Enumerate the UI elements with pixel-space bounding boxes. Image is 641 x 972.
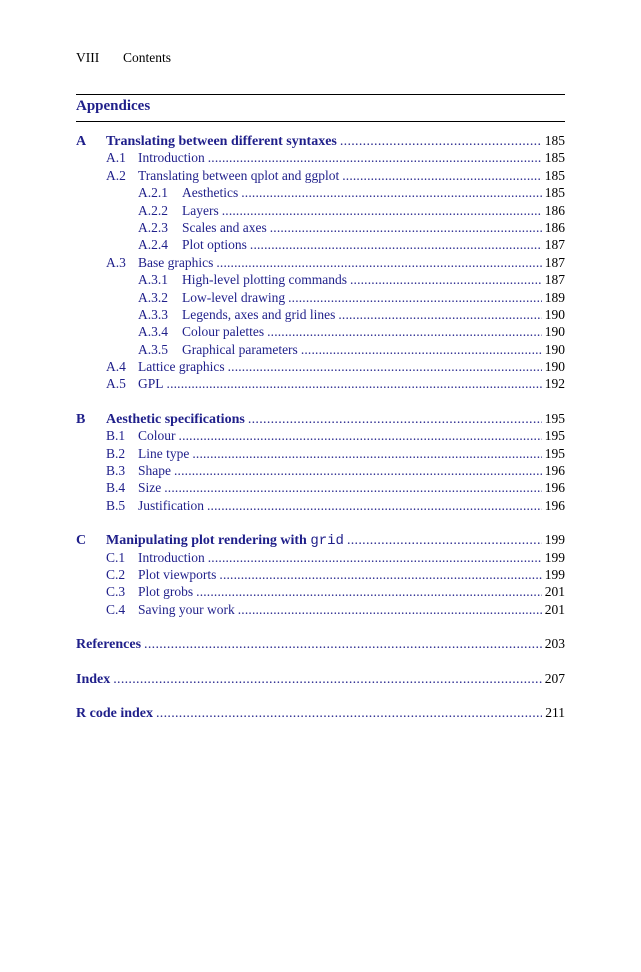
- toc-entry[interactable]: [76, 550, 565, 567]
- toc-entry-title-text: Introduction: [138, 549, 205, 565]
- toc-entry-title: [138, 567, 216, 583]
- toc-entry-number: A.2: [106, 167, 126, 183]
- toc-entry-number: C: [76, 533, 87, 549]
- appendices-title: Appendices: [76, 98, 151, 114]
- toc-entry-page: 190: [544, 306, 565, 322]
- toc-entry-title-text: R code index: [76, 705, 153, 721]
- toc-entry-title-text: References: [76, 637, 142, 653]
- toc-entry-title: [138, 376, 164, 392]
- toc-entry-title: [138, 168, 339, 184]
- toc-entry[interactable]: [76, 567, 565, 584]
- toc-entry[interactable]: [76, 446, 565, 463]
- dot-leader: [301, 342, 542, 358]
- toc-entry-number: A.3.3: [138, 306, 168, 322]
- running-head-title: Contents: [123, 50, 172, 65]
- dot-leader: [174, 463, 542, 479]
- toc-entry-title: [138, 550, 205, 566]
- toc-entry-page: 186: [544, 202, 565, 218]
- toc-entry-number: B.3: [106, 463, 126, 479]
- toc-entry-title-text: Plot viewports: [138, 566, 217, 582]
- toc-entry[interactable]: [76, 463, 565, 480]
- toc-entry-number: A.3.5: [138, 341, 168, 357]
- toc-gap: [76, 515, 565, 532]
- toc-entry-title: [182, 272, 347, 288]
- toc-entry[interactable]: [76, 671, 565, 688]
- dot-leader: [207, 498, 542, 514]
- toc-entry-page: 185: [544, 150, 565, 166]
- dot-leader: [288, 290, 542, 306]
- toc-entry-number: C.1: [106, 549, 126, 565]
- dot-leader: [196, 584, 542, 600]
- toc-entry-number: B.2: [106, 445, 126, 461]
- toc-entry-page: 195: [544, 445, 565, 461]
- dot-leader: [179, 428, 542, 444]
- page-folio: VIII: [76, 50, 100, 65]
- toc-entry[interactable]: [76, 480, 565, 497]
- toc-entry[interactable]: [76, 185, 565, 202]
- toc-entry-page: 203: [544, 636, 565, 652]
- toc-entry[interactable]: [76, 636, 565, 653]
- toc-entry-title-text: Plot options: [182, 237, 247, 253]
- dot-leader: [270, 220, 542, 236]
- toc-gap: [76, 619, 565, 636]
- toc-entry-page: 195: [544, 428, 565, 444]
- toc-entry-page: 192: [544, 376, 565, 392]
- toc-entry[interactable]: [76, 307, 565, 324]
- toc-entry-number: A.3.4: [138, 324, 168, 340]
- toc-entry-title-text: Scales and axes: [182, 219, 267, 235]
- toc-entry-number: B.4: [106, 480, 126, 496]
- toc-entry-title: [76, 706, 153, 722]
- toc-entry-title-text: Low-level drawing: [182, 289, 286, 305]
- toc-entry-page: 185: [544, 167, 565, 183]
- toc-entry-page: 196: [544, 463, 565, 479]
- toc-entry-title-text: Colour: [138, 428, 176, 444]
- toc-entry-page: 196: [544, 497, 565, 513]
- toc-entry-title-text: Layers: [182, 202, 219, 218]
- dot-leader: [250, 237, 542, 253]
- toc-entry-page: 189: [544, 289, 565, 305]
- toc-entry-number: A.3.2: [138, 289, 168, 305]
- toc-entry-title-text: Aesthetic specifications: [106, 411, 245, 427]
- toc-entry-title: [182, 290, 285, 306]
- dot-leader: [347, 533, 542, 549]
- toc-entry-number: A.2.3: [138, 219, 168, 235]
- toc-entry-title-text: Saving your work: [138, 601, 235, 617]
- toc-entry-page: 185: [544, 133, 565, 148]
- toc-entry[interactable]: [76, 290, 565, 307]
- dot-leader: [208, 150, 542, 166]
- toc-entry-title: [138, 255, 213, 271]
- toc-entry-number: A.2.2: [138, 202, 168, 218]
- toc-entry-title: [182, 324, 264, 340]
- toc-entry-title: [182, 237, 247, 253]
- toc-entry-title: [106, 412, 245, 428]
- toc-entry-page: 201: [544, 584, 565, 600]
- toc-entry-title: [138, 498, 204, 514]
- toc-entry[interactable]: [76, 376, 565, 393]
- toc-entry-title-text: Size: [138, 480, 162, 496]
- toc-entry[interactable]: [76, 498, 565, 515]
- toc-entry-number: B: [76, 411, 86, 427]
- dot-leader: [156, 706, 542, 722]
- toc-entry-title: [138, 602, 235, 618]
- toc-entry[interactable]: [76, 584, 565, 601]
- dot-leader: [238, 602, 542, 618]
- toc-entry-title-text: Index: [76, 671, 111, 687]
- dot-leader: [113, 672, 542, 688]
- toc-entry[interactable]: [76, 411, 565, 428]
- toc-entry-title: [182, 220, 267, 236]
- toc-entry-title: [138, 428, 176, 444]
- toc-entry-page: 187: [544, 254, 565, 270]
- toc-entry-title: [106, 533, 344, 549]
- toc-entry-page: 211: [545, 704, 565, 720]
- toc-entry[interactable]: [76, 324, 565, 341]
- toc-entry-number: A.3: [106, 254, 126, 270]
- dot-leader: [219, 567, 541, 583]
- top-rule: [76, 94, 565, 95]
- toc-entry-title: [182, 342, 298, 358]
- toc-entry[interactable]: [76, 255, 565, 272]
- toc-entry[interactable]: [76, 237, 565, 254]
- toc-entry[interactable]: [76, 359, 565, 376]
- toc-entry-title-text: Legends, axes and grid lines: [182, 306, 336, 322]
- toc-entry-page: 190: [544, 324, 565, 340]
- toc-entry-title: [76, 672, 110, 688]
- toc-entry-number: A.2.1: [138, 185, 168, 201]
- dot-leader: [342, 168, 542, 184]
- dot-leader: [208, 550, 542, 566]
- dot-leader: [167, 376, 542, 392]
- toc-entry-number: A.1: [106, 150, 126, 166]
- toc-entry-title: [182, 203, 219, 219]
- toc-entry-title-text: Justification: [138, 497, 204, 513]
- dot-leader: [228, 359, 542, 375]
- toc-entry-title-text: Translating between different syntaxes: [106, 134, 337, 149]
- toc-entry-number: C.4: [106, 601, 126, 617]
- dot-leader: [267, 324, 542, 340]
- toc-entry-title: [182, 307, 335, 323]
- toc-entry-title: [138, 446, 189, 462]
- toc-entry[interactable]: [76, 428, 565, 445]
- toc-entry-page: 186: [544, 219, 565, 235]
- toc-entry-title-text: Line type: [138, 445, 190, 461]
- toc-entry[interactable]: [76, 150, 565, 167]
- toc-entry-title-text: Translating between qplot and ggplot: [138, 167, 340, 183]
- toc-entry-title-text: Shape: [138, 463, 171, 479]
- dot-leader: [222, 203, 542, 219]
- dot-leader: [350, 272, 542, 288]
- toc-entry[interactable]: [76, 220, 565, 237]
- dot-leader: [248, 412, 542, 428]
- toc-entry-number: A: [76, 134, 87, 149]
- toc-entry-page: 187: [544, 272, 565, 288]
- toc-entry-page: 195: [544, 410, 565, 426]
- toc-entry-page: 185: [544, 185, 565, 201]
- toc-entry-number: A.4: [106, 359, 126, 375]
- toc-gap: [76, 688, 565, 705]
- toc-entry-title-text: Plot grobs: [138, 584, 194, 600]
- toc-entry-number: A.5: [106, 376, 126, 392]
- toc-entry-number: B.1: [106, 428, 126, 444]
- toc-entry-title: [76, 637, 141, 653]
- dot-leader: [340, 134, 542, 150]
- toc-entry-title-text: Introduction: [138, 150, 205, 166]
- table-of-contents: [76, 133, 565, 722]
- toc-entry-title: [138, 359, 225, 375]
- toc-entry-title-text: GPL: [138, 376, 164, 392]
- toc-entry-title-text: Colour palettes: [182, 324, 265, 340]
- toc-entry[interactable]: [76, 203, 565, 220]
- toc-entry-number: C.2: [106, 566, 126, 582]
- toc-entry-page: 207: [544, 670, 565, 686]
- toc-entry-title: [106, 134, 337, 150]
- toc-entry-title: [182, 185, 238, 201]
- toc-entry[interactable]: [76, 168, 565, 185]
- toc-entry[interactable]: [76, 342, 565, 359]
- toc-entry-title-text: Base graphics: [138, 254, 214, 270]
- running-head: [76, 50, 171, 66]
- toc-entry[interactable]: [76, 705, 565, 722]
- dot-leader: [241, 185, 542, 201]
- toc-entry-title: [138, 480, 161, 496]
- toc-entry-title: [138, 463, 171, 479]
- toc-entry-number: A.3.1: [138, 272, 168, 288]
- toc-entry-number: A.2.4: [138, 237, 168, 253]
- toc-entry-number: C.3: [106, 584, 126, 600]
- toc-entry-page: 190: [544, 341, 565, 357]
- dot-leader: [338, 307, 541, 323]
- toc-entry-number: B.5: [106, 497, 126, 513]
- toc-entry-code: grid: [310, 533, 344, 550]
- appendices-rule: [76, 121, 565, 122]
- toc-entry[interactable]: [76, 532, 565, 549]
- dot-leader: [192, 446, 541, 462]
- toc-entry-title-text: Graphical parameters: [182, 341, 298, 357]
- toc-entry-page: 199: [544, 566, 565, 582]
- toc-entry-page: 190: [544, 359, 565, 375]
- toc-entry[interactable]: [76, 602, 565, 619]
- dot-leader: [216, 255, 541, 271]
- toc-entry-page: 199: [544, 532, 565, 548]
- toc-entry-page: 199: [544, 549, 565, 565]
- toc-gap: [76, 394, 565, 411]
- toc-entry[interactable]: [76, 133, 565, 150]
- toc-entry-title-text: High-level plotting commands: [182, 272, 347, 288]
- toc-entry-page: 187: [544, 237, 565, 253]
- toc-entry-title-text: Lattice graphics: [138, 359, 225, 375]
- toc-entry-title: [138, 150, 205, 166]
- toc-entry[interactable]: [76, 272, 565, 289]
- toc-entry-page: 196: [544, 480, 565, 496]
- toc-entry-title: [138, 584, 193, 600]
- toc-entry-page: 201: [544, 601, 565, 617]
- dot-leader: [144, 637, 542, 653]
- dot-leader: [164, 480, 542, 496]
- toc-entry-title-text: Manipulating plot rendering with: [106, 533, 307, 549]
- toc-entry-title-text: Aesthetics: [182, 185, 239, 201]
- toc-gap: [76, 654, 565, 671]
